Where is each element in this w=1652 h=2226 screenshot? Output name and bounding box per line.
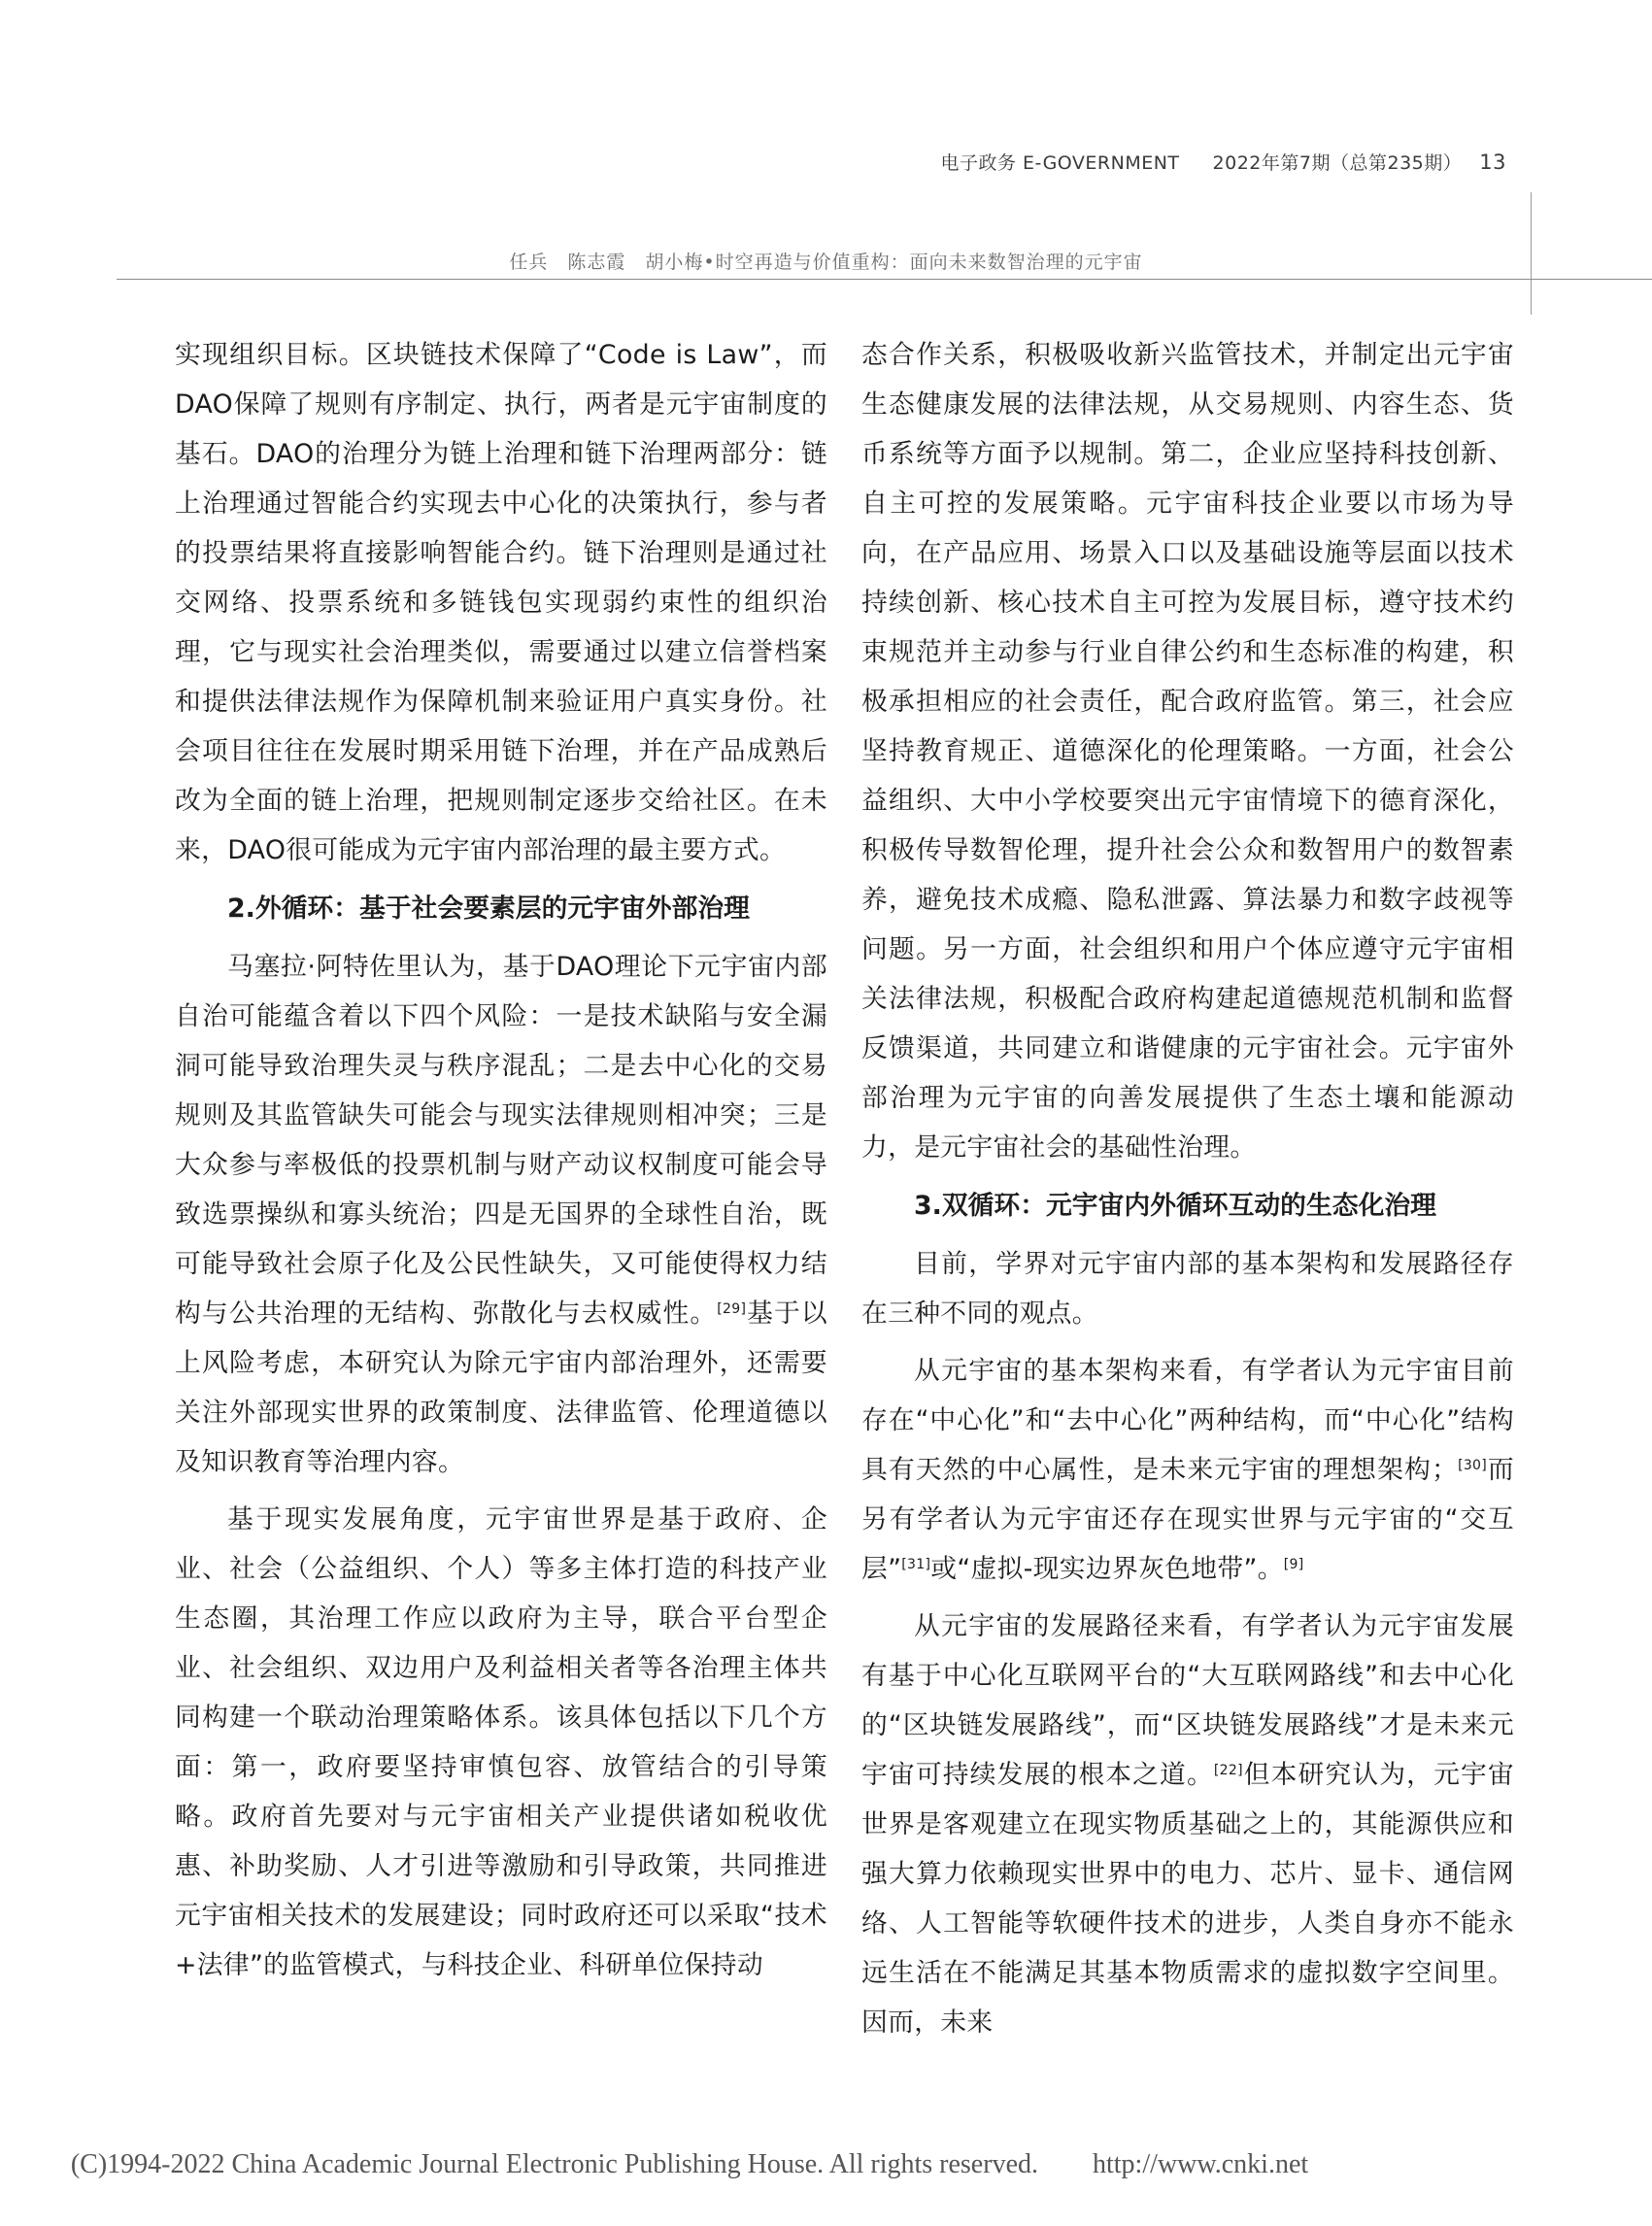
paragraph-text: 马塞拉·阿特佐里认为，基于DAO理论下元宇宙内部自治可能蕴含着以下四个风险：一是技术缺陷与安全漏洞可能导致治理失灵与秩序混乱；二是去中心化的交易规则及其监管缺失可能会与现实法律规则相冲突；三是大众参与率极低的投票机制与财产动议权制度可能会导致选票操纵和寡头统治；四是无国界的全球性自治，既可能导致社会原子化及公民性缺失，又可能使得权力结构与公共治理的无结构、弥散化与去权威性。 [175, 952, 827, 1329]
header-divider [117, 279, 1652, 280]
section-heading: 2.外循环：基于社会要素层的元宇宙外部治理 [227, 894, 750, 924]
paragraph [861, 1346, 1514, 1594]
copyright-footer: (C)1994-2022 China Academic Journal Electronic Publishing House. All rights reserved. http://www.cnki.net [70, 2149, 1309, 2179]
journal-header [940, 149, 1506, 175]
paragraph-text: 而另有学者认为元宇宙还存在现实世界与元宇宙的“交互层” [861, 1455, 1514, 1584]
journal-issue: 2022年第7期（总第235期） [1212, 152, 1463, 174]
paragraph [861, 1602, 1514, 2047]
citation: [9] [1283, 1557, 1304, 1572]
paragraph: 基于现实发展角度，元宇宙世界是基于政府、企业、社会（公益组织、个人）等多主体打造的科技产业生态圈，其治理工作应以政府为主导，联合平台型企业、社会组织、双边用户及利益相关者等各治理主体共同构建一个联动治理策略体系。该具体包括以下几个方面：第一，政府要坚持审慎包容、放管结合的引导策略。政府首先要对与元宇宙相关产业提供诸如税收优惠、补助奖励、人才引进等激励和引导政策，共同推进元宇宙相关技术的发展建设；同时政府还可以采取“技术+法律”的监管模式，与科技企业、科研单位保持动 [175, 1504, 827, 1980]
paragraph-text: 基于以上风险考虑，本研究认为除元宇宙内部治理外，还需要关注外部现实世界的政策制度、法律监管、伦理道德以及知识教育等治理内容。 [175, 1298, 827, 1477]
paragraph: 目前，学界对元宇宙内部的基本架构和发展路径存在三种不同的观点。 [861, 1249, 1514, 1329]
citation: [22] [1213, 1763, 1243, 1778]
running-article-header: 任兵 陈志霞 胡小梅•时空再造与价值重构：面向未来数智治理的元宇宙 [509, 252, 1143, 273]
citation: [31] [901, 1557, 931, 1572]
journal-name: 电子政务 E-GOVERNMENT [940, 152, 1180, 174]
paragraph-text: 但本研究认为，元宇宙世界是客观建立在现实物质基础之上的，其能源供应和强大算力依赖现实世界中的电力、芯片、显卡、通信网络、人工智能等软硬件技术的进步，人类自身亦不能永远生活在不能满足其基本物质需求的虚拟数字空间里。因而，未来 [861, 1760, 1515, 2038]
paragraph-text: 从元宇宙的基本架构来看，有学者认为元宇宙目前存在“中心化”和“去中心化”两种结构，而“中心化”结构具有天然的中心属性，是未来元宇宙的理想架构； [861, 1356, 1514, 1485]
paragraph: 态合作关系，积极吸收新兴监管技术，并制定出元宇宙生态健康发展的法律法规，从交易规则、内容生态、货币系统等方面予以规制。第二，企业应坚持科技创新、自主可控的发展策略。元宇宙科技企业要以市场为导向，在产品应用、场景入口以及基础设施等层面以技术持续创新、核心技术自主可控为发展目标，遵守技术约束规范并主动参与行业自律公约和生态标准的构建，积极承担相应的社会责任，配合政府监管。第三，社会应坚持教育规正、道德深化的伦理策略。一方面，社会公益组织、大中小学校要突出元宇宙情境下的德育深化，积极传导数智伦理，提升社会公众和数智用户的数智素养，避免技术成瘾、隐私泄露、算法暴力和数字歧视等问题。另一方面，社会组织和用户个体应遵守元宇宙相关法律法规，积极配合政府构建起道德规范机制和监督反馈渠道，共同建立和谐健康的元宇宙社会。元宇宙外部治理为元宇宙的向善发展提供了生态土壤和能源动力，是元宇宙社会的基础性治理。 [861, 340, 1514, 1163]
citation: [29] [717, 1301, 747, 1317]
paragraph-text: 从元宇宙的发展路径来看，有学者认为元宇宙发展有基于中心化互联网平台的“大互联网路线”和去中心化的“区块链发展路线”，而“区块链发展路线”才是未来元宇宙可持续发展的根本之道。 [861, 1611, 1514, 1790]
paragraph-text: 或“虚拟-现实边界灰色地带”。 [930, 1554, 1284, 1584]
citation: [30] [1458, 1458, 1488, 1473]
left-column [175, 330, 827, 1990]
right-column [861, 330, 1514, 2047]
paragraph [175, 942, 827, 1487]
page-number: 13 [1479, 151, 1506, 174]
section-heading: 3.双循环：元宇宙内外循环互动的生态化治理 [914, 1191, 1436, 1221]
paragraph: 实现组织目标。区块链技术保障了“Code is Law”，而DAO保障了规则有序制定、执行，两者是元宇宙制度的基石。DAO的治理分为链上治理和链下治理两部分：链上治理通过智能合约实现去中心化的决策执行，参与者的投票结果将直接影响智能合约。链下治理则是通过社交网络、投票系统和多链钱包实现弱约束性的组织治理，它与现实社会治理类似，需要通过以建立信誉档案和提供法律法规作为保障机制来验证用户真实身份。社会项目往往在发展时期采用链下治理，并在产品成熟后改为全面的链上治理，把规则制定逐步交给社区。在未来，DAO很可能成为元宇宙内部治理的最主要方式。 [175, 340, 827, 865]
